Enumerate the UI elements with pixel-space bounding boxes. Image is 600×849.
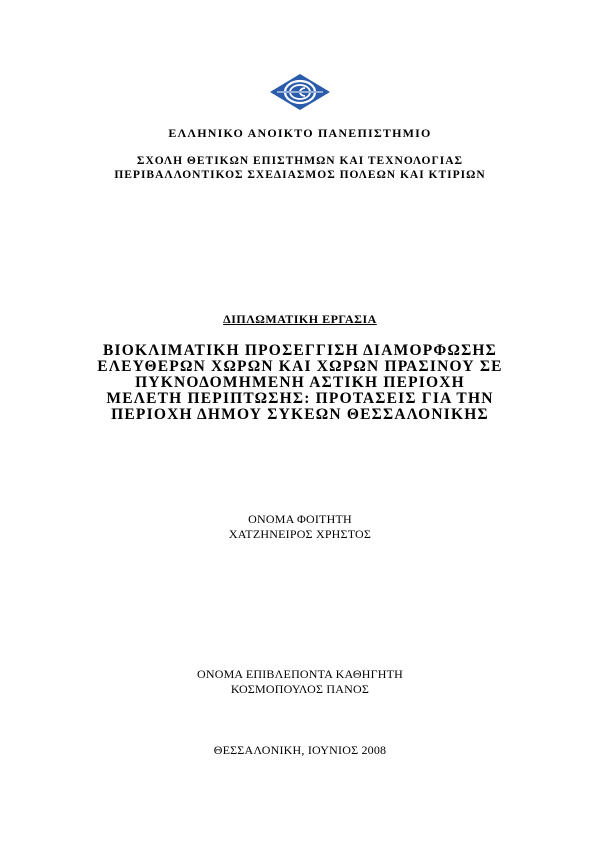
school-name: ΣΧΟΛΗ ΘΕΤΙΚΩΝ ΕΠΙΣΤΗΜΩΝ ΚΑΙ ΤΕΧΝΟΛΟΓΙΑΣ	[136, 155, 464, 167]
thesis-title-line-5: ΠΕΡΙΟΧΗ ΔΗΜΟΥ ΣΥΚΕΩΝ ΘΕΣΣΑΛΟΝΙΚΗΣ	[111, 406, 489, 423]
document-type-label: ΔΙΠΛΩΜΑΤΙΚΗ ΕΡΓΑΣΙΑ	[223, 312, 377, 326]
place-and-date: ΘΕΣΣΑΛΟΝΙΚΗ, ΙΟΥΝΙΟΣ 2008	[213, 743, 387, 757]
university-logo-icon	[269, 73, 331, 111]
thesis-title-line-4: ΜΕΛΕΤΗ ΠΕΡΙΠΤΩΣΗΣ: ΠΡΟΤΑΣΕΙΣ ΓΙΑ ΤΗΝ	[106, 390, 494, 407]
thesis-title-line-1: ΒΙΟΚΛΙΜΑΤΙΚΗ ΠΡΟΣΕΓΓΙΣΗ ΔΙΑΜΟΡΦΩΣΗΣ	[102, 342, 497, 359]
program-name: ΠΕΡΙΒΑΛΛΟΝΤΙΚΟΣ ΣΧΕΔΙΑΣΜΟΣ ΠΟΛΕΩΝ ΚΑΙ ΚΤΙΡΙΩΝ	[114, 169, 486, 181]
thesis-title-line-3: ΠΥΚΝΟΔΟΜΗΜΕΝΗ ΑΣΤΙΚΗ ΠΕΡΙΟΧΗ	[135, 374, 465, 391]
document-type	[0, 312, 600, 327]
student-label: ΟΝΟΜΑ ΦΟΙΤΗΤΗ	[248, 512, 352, 526]
thesis-title-line-2: ΕΛΕΥΘΕΡΩΝ ΧΩΡΩΝ ΚΑΙ ΧΩΡΩΝ ΠΡΑΣΙΝΟΥ ΣΕ	[97, 358, 503, 375]
supervisor-label: ΟΝΟΜΑ ΕΠΙΒΛΕΠΟΝΤΑ ΚΑΘΗΓΗΤΗ	[196, 667, 404, 681]
university-name: ΕΛΛΗΝΙΚΟ ΑΝΟΙΚΤΟ ΠΑΝΕΠΙΣΤΗΜΙΟ	[168, 126, 432, 140]
student-name: ΧΑΤΖΗΝΕΙΡΟΣ ΧΡΗΣΤΟΣ	[228, 527, 372, 541]
supervisor-name: ΚΟΣΜΟΠΟΥΛΟΣ ΠΑΝΟΣ	[230, 682, 370, 696]
